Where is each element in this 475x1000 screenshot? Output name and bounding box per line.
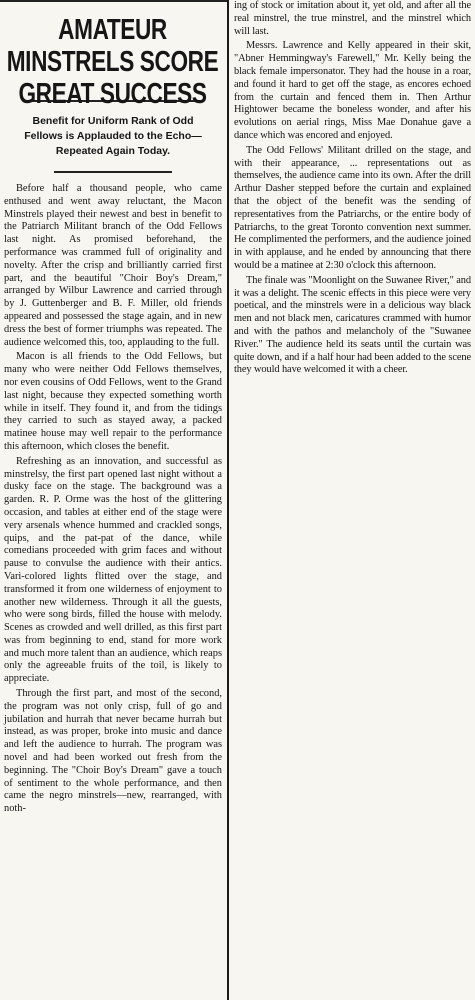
paragraph: The finale was "Moonlight on the Suwanee River," and it was a delight. The scenic effects in this piece were very poetical, and the minstrels were in a delicious way black men and not black men, caricatures crammed with humor and with the pathos and melancholy of the "Suwanee River." The audience held its seats until the curtain was quite down, and if a half hour had been added to the scene they would have welcomed it with a cheer. — [234, 274, 471, 376]
paragraph: Refreshing as an innovation, and successful as minstrelsy, the first part opened last night without a dusky face on the stage. The background was a garden. R. P. Orme was the host of the glittering occasion, and tables at either end of the stage were very arsenals whence hummed and crackled songs, quips, and the pat-pat of the dance, while comedians proceeded with grim faces and without pause to convulse the audience with their antics. Vari-colored lights flitted over the stage, and transformed it from one wilderness of enjoyment to another new wilderness. Through it all the guests, who were song birds, filled the house with melody. Scenes as crowded and well drilled, as this first part was from beginning to end, stand for more work and much more talent than an audience, which reaps only the agreeable fruits of the toil, is likely to appreciate. — [4, 455, 222, 685]
paragraph: Messrs. Lawrence and Kelly appeared in their skit, "Abner Hemmingway's Farewell," Mr. Kelly being the black female impersonator. They had the house in a roar, and found it hard to get off the stage, as encores echoed from the curtain and fenced them in. Then Arthur Hightower became the boneless wonder, and after his evolutions on aerial rings, Miss Mae Donahue gave a dance which was encored and enjoyed. — [234, 40, 471, 141]
paragraph: Macon is all friends to the Odd Fellows, but many who were neither Odd Fellows themselves, nor even cousins of Odd Fellows, went to the Grand last night, because they expected something worth while in itself. They found it, and from the tidings they carried to such as stayed away, a packed matinee house may well repair to the performance this afternoon, which closes the benefit. — [4, 351, 222, 452]
column-rule — [227, 0, 229, 1000]
subhead-divider — [54, 171, 172, 173]
paragraph: The Odd Fellows' Militant drilled on the stage, and with their appearance, ... representations out as themselves, the audience came into its own. After the drill Arthur Dasher stepped before the curtain and explained that the object of the benefit was the sending of representatives from the Patriarchs, or the entire body of Patriarchs, to the great Toronto convention next summer. He complimented the performers, and the audience joined in with applause, and he ended by announcing that there would be a matinee at 2:30 o'clock this afternoon. — [234, 144, 471, 271]
paragraph: Before half a thousand people, who came enthused and went away reluctant, the Macon Minstrels played their newest and best in benefit to the Patriarch Militant branch of the Odd Fellows last night. As promised beforehand, the performance was crammed full of originality and novelty. After the crisp and brilliantly carried first part, and the beautiful "Choir Boy's Dream," arranged by Wilbur Lawrence and carried through by J. Guttenberger and B. F. Miller, old friends appeared and possessed the stage again, and in new dress the best of former triumphs was repeated. The audience welcomed this, too, applauding to the full. — [4, 183, 222, 348]
paragraph: ing of stock or imitation about it, yet old, and after all the real minstrel, the true minstrel, and the minstrel which will last. — [234, 0, 471, 37]
subheadline: Benefit for Uniform Rank of Odd Fellows is Applauded to the Echo—Repeated Again Today. — [24, 115, 202, 157]
right-column — [234, 0, 471, 377]
headline: AMATEUR MINSTRELS SCORE GREAT SUCCESS — [7, 14, 219, 110]
paragraph: Through the first part, and most of the second, the program was not only crisp, full of go and jubilation and hurrah that never became hurrah but instead, as was proper, broke into music and dance and left the audience to hurrah. The program was novel and had been worked out fresh from the beginning. The "Choir Boy's Dream" gave a touch of sentiment to the whole performance, and then came the negro minstrels—new, rearranged, with noth- — [4, 688, 222, 815]
left-column — [4, 2, 222, 816]
